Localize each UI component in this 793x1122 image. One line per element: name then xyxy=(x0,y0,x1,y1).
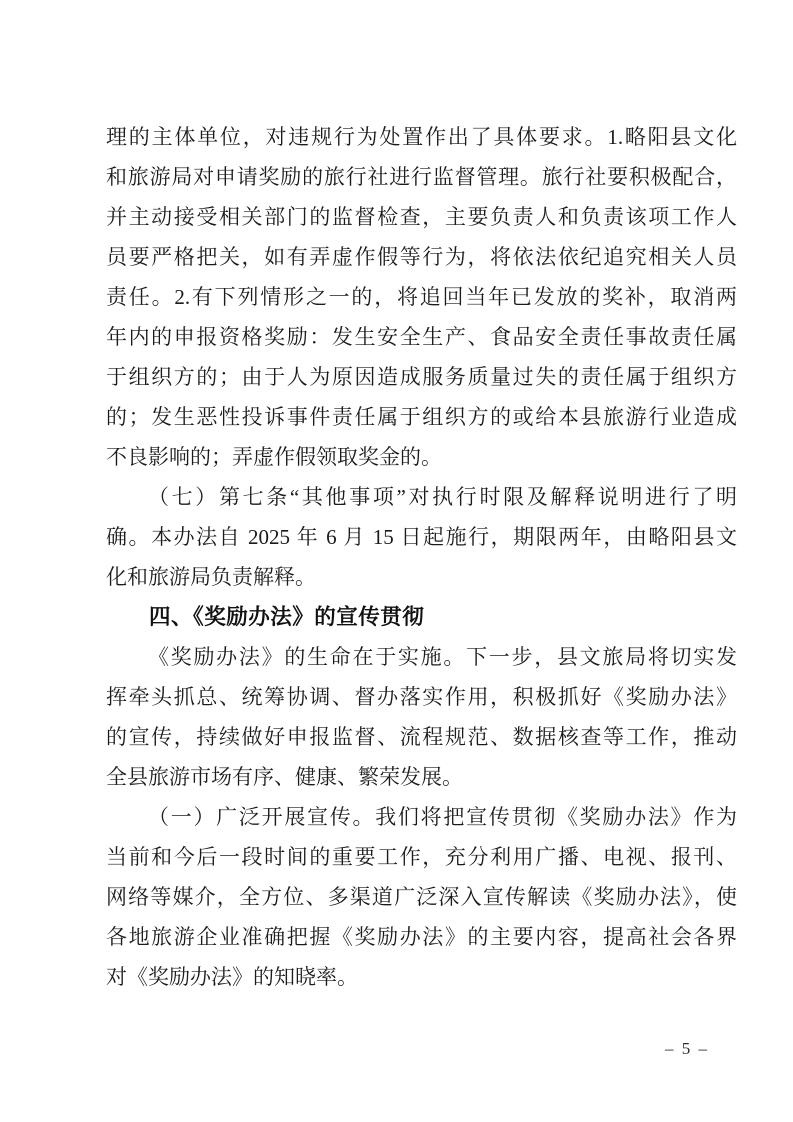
text-line: 的宣传，持续做好申报监督、流程规范、数据核查等工作，推动 xyxy=(106,725,737,749)
text-line: 对《奖励办法》的知晓率。 xyxy=(106,965,358,989)
text-line: 责任。2.有下列情形之一的，将追回当年已发放的奖补，取消两 xyxy=(106,285,737,309)
text-line: 并主动接受相关部门的监督检查，主要负责人和负责该项工作人 xyxy=(106,205,737,229)
text-line: 网络等媒介，全方位、多渠道广泛深入宣传解读《奖励办法》，使 xyxy=(106,885,737,909)
text-line: 化和旅游局负责解释。 xyxy=(106,565,316,589)
text-line: 于组织方的；由于人为原因造成服务质量过失的责任属于组织方 xyxy=(106,365,737,389)
text-line: 不良影响的；弄虚作假领取奖金的。 xyxy=(106,445,442,469)
text-line: 全县旅游市场有序、健康、繁荣发展。 xyxy=(106,765,463,789)
text-line: （一）广泛开展宣传。我们将把宣传贯彻《奖励办法》作为 xyxy=(148,805,737,829)
text-line: 《奖励办法》的生命在于实施。下一步，县文旅局将切实发 xyxy=(148,645,737,669)
text-line: 挥牵头抓总、统筹协调、督办落实作用，积极抓好《奖励办法》 xyxy=(106,685,737,709)
text-line: 和旅游局对申请奖励的旅行社进行监督管理。旅行社要积极配合， xyxy=(106,165,737,189)
text-line: 年内的申报资格奖励：发生安全生产、食品安全责任事故责任属 xyxy=(106,325,737,349)
text-line: 当前和今后一段时间的重要工作，充分利用广播、电视、报刊、 xyxy=(106,845,737,869)
document-body xyxy=(106,117,737,997)
section-heading-4: 四、《奖励办法》的宣传贯彻 xyxy=(149,605,425,629)
text-line: （七）第七条“其他事项”对执行时限及解释说明进行了明 xyxy=(148,485,737,509)
page-number: – 5 – xyxy=(665,1039,709,1058)
text-line: 的；发生恶性投诉事件责任属于组织方的或给本县旅游行业造成 xyxy=(106,405,737,429)
text-line: 各地旅游企业准确把握《奖励办法》的主要内容，提高社会各界 xyxy=(106,925,737,949)
text-line: 理的主体单位，对违规行为处置作出了具体要求。1.略阳县文化 xyxy=(106,125,737,149)
text-line: 确。本办法自 2025 年 6 月 15 日起施行，期限两年，由略阳县文 xyxy=(106,525,737,549)
text-line: 员要严格把关，如有弄虚作假等行为，将依法依纪追究相关人员 xyxy=(106,245,737,269)
